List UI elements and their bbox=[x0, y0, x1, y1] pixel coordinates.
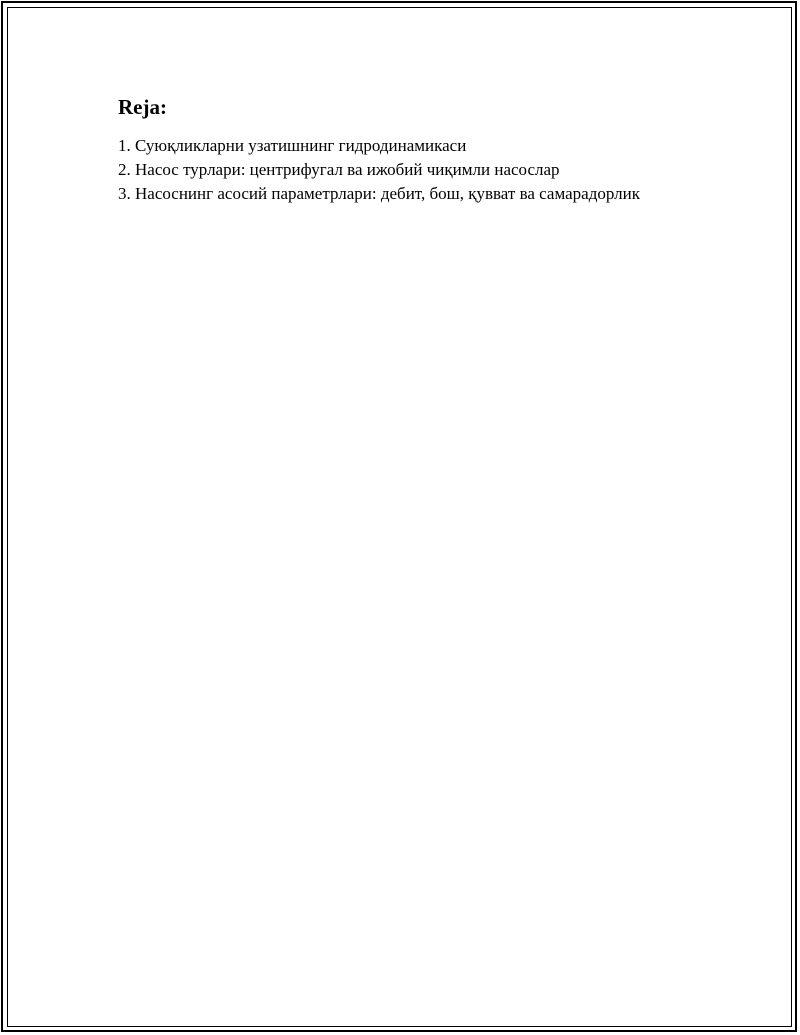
plan-list bbox=[118, 134, 738, 206]
plan-item-3: 3. Насоснинг асосий параметрлари: дебит, бош, қувват ва самарадорлик bbox=[118, 184, 640, 203]
plan-item-2: 2. Насос турлари: центрифугал ва ижобий чиқимли насослар bbox=[118, 160, 560, 179]
plan-heading: Reja: bbox=[118, 95, 167, 119]
page-content bbox=[118, 94, 738, 206]
plan-item-1: 1. Суюқликларни узатишнинг гидродинамикаси bbox=[118, 136, 467, 155]
